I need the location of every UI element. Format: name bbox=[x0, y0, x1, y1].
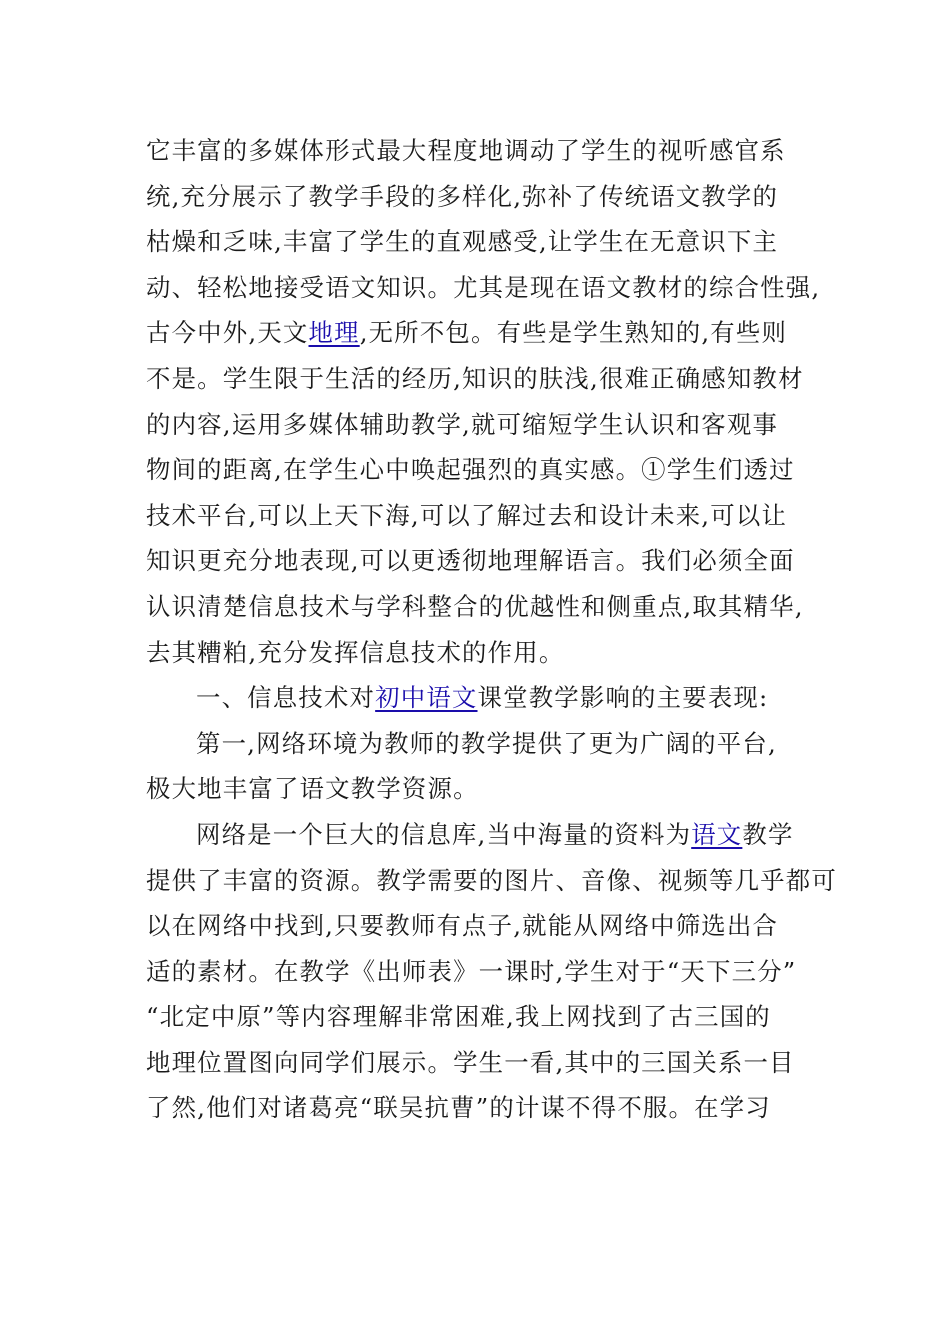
text-line: 极大地丰富了语文教学资源。 bbox=[146, 774, 479, 804]
link-junior-chinese[interactable]: 初中语文 bbox=[375, 683, 478, 713]
text-line: 地理位置图向同学们展示。学生一看,其中的三国关系一目 bbox=[146, 1047, 795, 1077]
text-segment: 教学 bbox=[742, 819, 794, 849]
section-heading bbox=[146, 675, 810, 721]
text-line: “北定中原”等内容理解非常困难,我上网找到了古三国的 bbox=[146, 1002, 771, 1032]
paragraph-network bbox=[146, 812, 837, 1131]
text-line: 的内容,运用多媒体辅助教学,就可缩短学生认识和客观事 bbox=[146, 409, 779, 439]
text-line: 提供了丰富的资源。教学需要的图片、音像、视频等几乎都可 bbox=[146, 865, 837, 895]
text-segment: 一、信息技术对 bbox=[196, 683, 376, 713]
text-line: 以在网络中找到,只要教师有点子,就能从网络中筛选出合 bbox=[146, 911, 779, 941]
text-line: 知识更充分地表现,可以更透彻地理解语言。我们必须全面 bbox=[146, 546, 795, 576]
text-segment: 古今中外,天文 bbox=[146, 318, 309, 348]
text-line bbox=[146, 812, 810, 858]
link-chinese[interactable]: 语文 bbox=[691, 819, 743, 849]
text-line: 物间的距离,在学生心中唤起强烈的真实感。①学生们透过 bbox=[146, 455, 795, 485]
text-segment: 课堂教学影响的主要表现: bbox=[477, 683, 769, 713]
heading-line bbox=[146, 675, 810, 721]
text-segment: ,无所不包。有些是学生熟知的,有些则 bbox=[359, 318, 788, 348]
paragraph-multimedia bbox=[146, 128, 821, 675]
text-segment: 网络是一个巨大的信息库,当中海量的资料为 bbox=[196, 819, 692, 849]
text-line: 去其糟粕,充分发挥信息技术的作用。 bbox=[146, 637, 565, 667]
text-line: 了然,他们对诸葛亮“联吴抗曹”的计谋不得不服。在学习 bbox=[146, 1093, 771, 1123]
text-line: 适的素材。在教学《出师表》一课时,学生对于“天下三分” bbox=[146, 956, 797, 986]
text-line: 动、轻松地接受语文知识。尤其是现在语文教材的综合性强, bbox=[146, 272, 821, 302]
link-geography[interactable]: 地理 bbox=[308, 318, 360, 348]
text-line: 它丰富的多媒体形式最大程度地调动了学生的视听感官系 bbox=[146, 136, 786, 165]
text-line: 统,充分展示了教学手段的多样化,弥补了传统语文教学的 bbox=[146, 181, 779, 211]
document-body bbox=[146, 128, 837, 1131]
text-line: 认识清楚信息技术与学科整合的优越性和侧重点,取其精华, bbox=[146, 591, 804, 621]
text-line: 不是。学生限于生活的经历,知识的肤浅,很难正确感知教材 bbox=[146, 363, 804, 393]
text-line: 第一,网络环境为教师的教学提供了更为广阔的平台, bbox=[196, 728, 777, 758]
paragraph-first-point bbox=[146, 721, 810, 812]
text-line bbox=[146, 310, 810, 356]
text-line: 枯燥和乏味,丰富了学生的直观感受,让学生在无意识下主 bbox=[146, 227, 779, 257]
text-line: 技术平台,可以上天下海,可以了解过去和设计未来,可以让 bbox=[146, 500, 788, 530]
